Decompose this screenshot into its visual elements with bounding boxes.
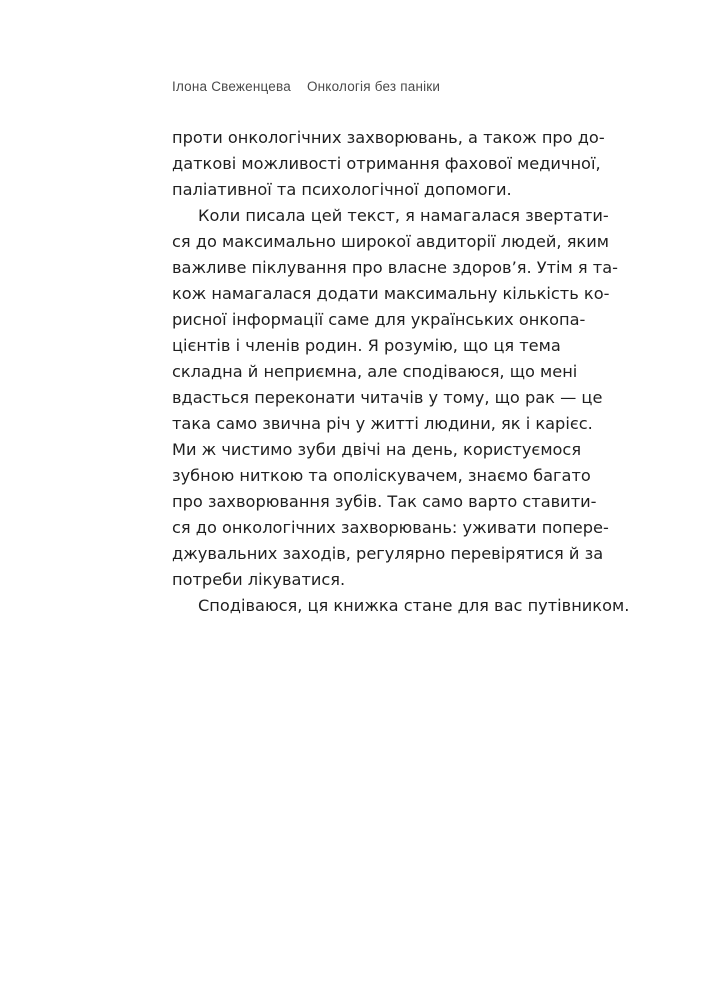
body-text bbox=[172, 125, 630, 619]
text-line: проти онкологічних захворювань, а також про до- bbox=[172, 128, 605, 147]
text-line: джувальних заходів, регулярно перевірятися й за bbox=[172, 544, 604, 563]
text-line: паліативної та психологічної допомоги. bbox=[172, 180, 512, 199]
text-line: вдасться переконати читачів у тому, що рак — це bbox=[172, 388, 603, 407]
text-line: даткові можливості отримання фахової медичної, bbox=[172, 154, 601, 173]
text-line: така само звична річ у житті людини, як і карієс. bbox=[172, 414, 593, 433]
running-header bbox=[172, 79, 440, 94]
text-line: Ми ж чистимо зуби двічі на день, користуємося bbox=[172, 440, 582, 459]
text-line: Коли писала цей текст, я намагалася звертати- bbox=[198, 206, 609, 225]
text-line: важливе піклування про власне здоров’я. Утім я та- bbox=[172, 258, 618, 277]
text-line: ся до онкологічних захворювань: уживати попере- bbox=[172, 518, 609, 537]
text-line: цієнтів і членів родин. Я розумію, що ця тема bbox=[172, 336, 561, 355]
text-line: про захворювання зубів. Так само варто ставити- bbox=[172, 492, 597, 511]
author-name: Ілона Свеженцева bbox=[172, 79, 291, 94]
text-line: складна й неприємна, але сподіваюся, що мені bbox=[172, 362, 578, 381]
text-line: зубною ниткою та ополіскувачем, знаємо багато bbox=[172, 466, 591, 485]
text-line: Сподіваюся, ця книжка стане для вас путівником. bbox=[198, 596, 630, 615]
text-line: потреби лікуватися. bbox=[172, 570, 346, 589]
text-line: кож намагалася додати максимальну кількість ко- bbox=[172, 284, 610, 303]
text-line: ся до максимально широкої авдиторії людей, яким bbox=[172, 232, 609, 251]
text-line: рисної інформації саме для українських онкопа- bbox=[172, 310, 586, 329]
book-title: Онкологія без паніки bbox=[306, 79, 441, 94]
